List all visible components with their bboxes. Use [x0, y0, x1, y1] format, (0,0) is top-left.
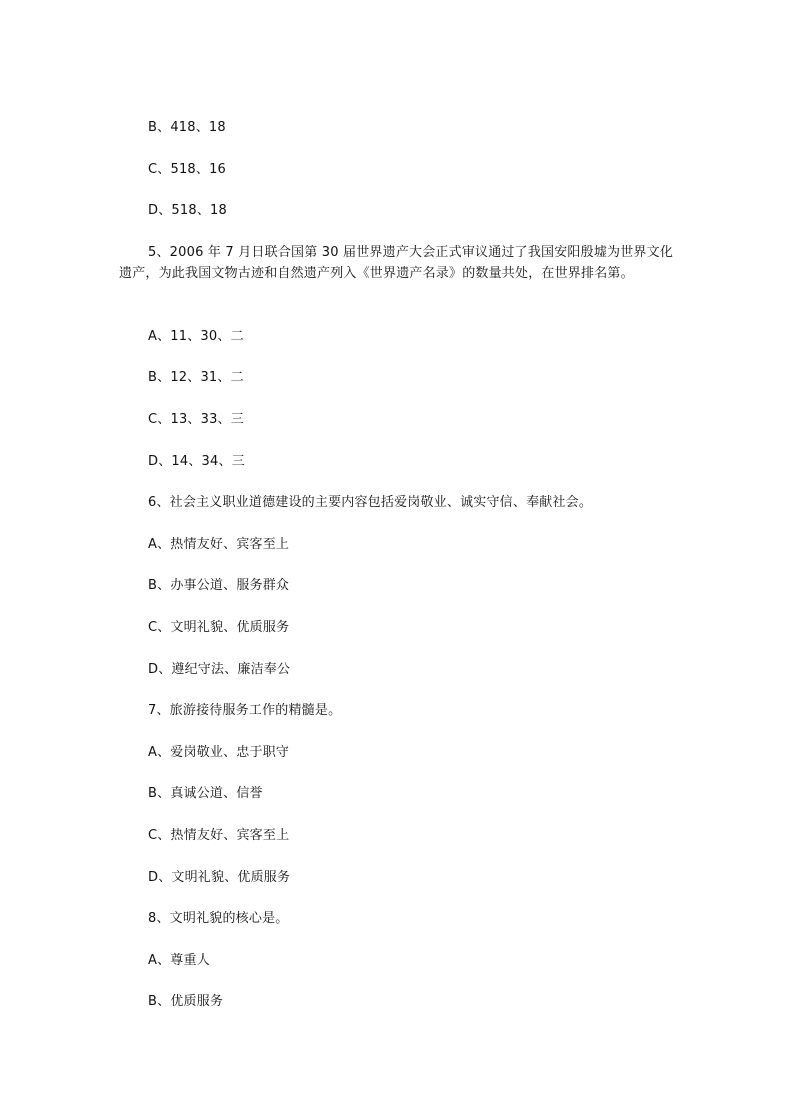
- option-q6-d: D、遵纪守法、廉洁奉公: [148, 662, 291, 677]
- option-q8-b: B、优质服务: [148, 994, 224, 1009]
- option-q6-a: A、热情友好、宾客至上: [148, 537, 290, 552]
- question-5: [119, 242, 679, 284]
- option-q6-c: C、文明礼貌、优质服务: [148, 620, 290, 635]
- option-q4-d: D、518、18: [148, 203, 227, 218]
- option-q7-a: A、爱岗敬业、忠于职守: [148, 745, 290, 760]
- option-q4-b: B、418、18: [148, 120, 226, 135]
- option-q5-c: C、13、33、三: [148, 412, 244, 427]
- option-q7-d: D、文明礼貌、优质服务: [148, 870, 291, 885]
- question-5-text: 5、2006 年 7 月日联合国第 30 届世界遗产大会正式审议通过了我国安阳殷墟为世界文化遗产，为此我国文物古迹和自然遗产列入《世界遗产名录》的数量共处，在世界排名第。: [119, 245, 674, 281]
- option-q5-d: D、14、34、三: [148, 454, 245, 469]
- question-7: 7、旅游接待服务工作的精髓是。: [148, 703, 342, 718]
- question-6: 6、社会主义职业道德建设的主要内容包括爱岗敬业、诚实守信、奉献社会。: [148, 495, 593, 510]
- option-q5-a: A、11、30、二: [148, 329, 244, 344]
- option-q5-b: B、12、31、二: [148, 370, 244, 385]
- option-q6-b: B、办事公道、服务群众: [148, 578, 290, 593]
- question-8: 8、文明礼貌的核心是。: [148, 911, 289, 926]
- option-q7-c: C、热情友好、宾客至上: [148, 828, 290, 843]
- option-q4-c: C、518、16: [148, 162, 227, 177]
- option-q8-a: A、尊重人: [148, 953, 210, 968]
- option-q7-b: B、真诚公道、信誉: [148, 786, 263, 801]
